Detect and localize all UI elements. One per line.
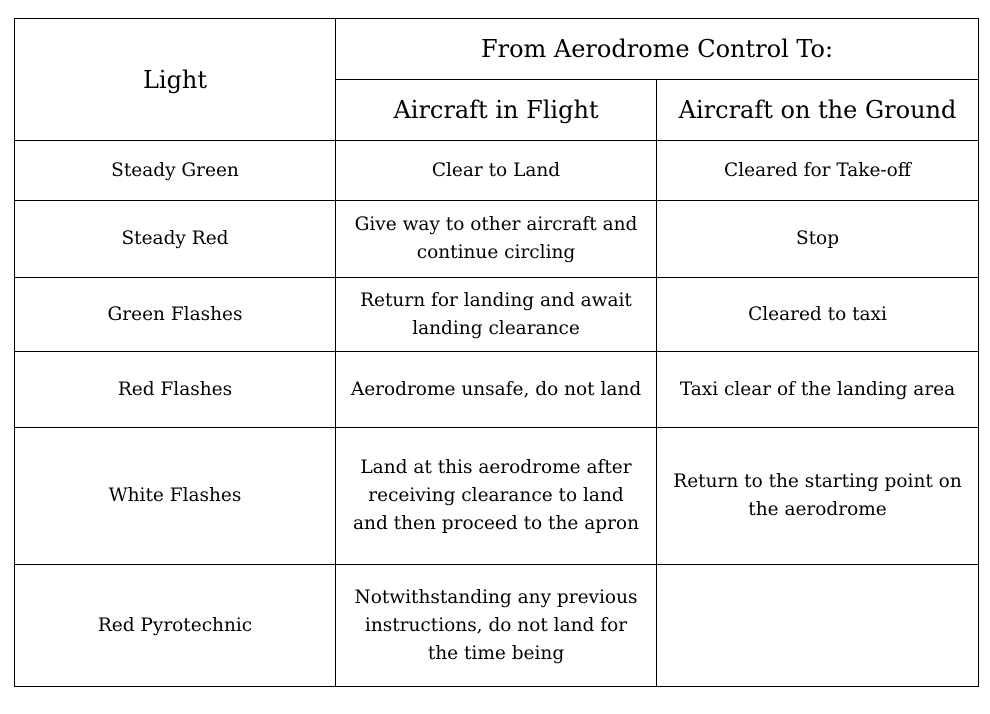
header-aircraft-in-flight: Aircraft in Flight: [336, 80, 657, 141]
light-cell: White Flashes: [15, 428, 336, 565]
light-cell: Steady Green: [15, 141, 336, 201]
flight-cell: Give way to other aircraft and continue circling: [336, 201, 657, 278]
ground-cell: [657, 565, 979, 687]
table-row: [15, 428, 979, 565]
header-aircraft-on-ground: Aircraft on the Ground: [657, 80, 979, 141]
ground-cell: Return to the starting point on the aerodrome: [657, 428, 979, 565]
flight-cell: Aerodrome unsafe, do not land: [336, 352, 657, 428]
ground-cell: Taxi clear of the landing area: [657, 352, 979, 428]
ground-cell: Cleared to taxi: [657, 278, 979, 352]
table-row: [15, 565, 979, 687]
header-light: Light: [15, 19, 336, 141]
header-row: [15, 19, 979, 80]
flight-cell: Return for landing and await landing clearance: [336, 278, 657, 352]
header-from-aerodrome-control: From Aerodrome Control To:: [336, 19, 979, 80]
table-row: [15, 278, 979, 352]
light-cell: Steady Red: [15, 201, 336, 278]
ground-cell: Stop: [657, 201, 979, 278]
light-cell: Red Pyrotechnic: [15, 565, 336, 687]
table-row: [15, 201, 979, 278]
light-cell: Green Flashes: [15, 278, 336, 352]
flight-cell: Clear to Land: [336, 141, 657, 201]
light-signals-table: [14, 18, 979, 687]
flight-cell: Land at this aerodrome after receiving clearance to land and then proceed to the apron: [336, 428, 657, 565]
ground-cell: Cleared for Take-off: [657, 141, 979, 201]
table-row: [15, 141, 979, 201]
flight-cell: Notwithstanding any previous instructions, do not land for the time being: [336, 565, 657, 687]
table-row: [15, 352, 979, 428]
light-cell: Red Flashes: [15, 352, 336, 428]
